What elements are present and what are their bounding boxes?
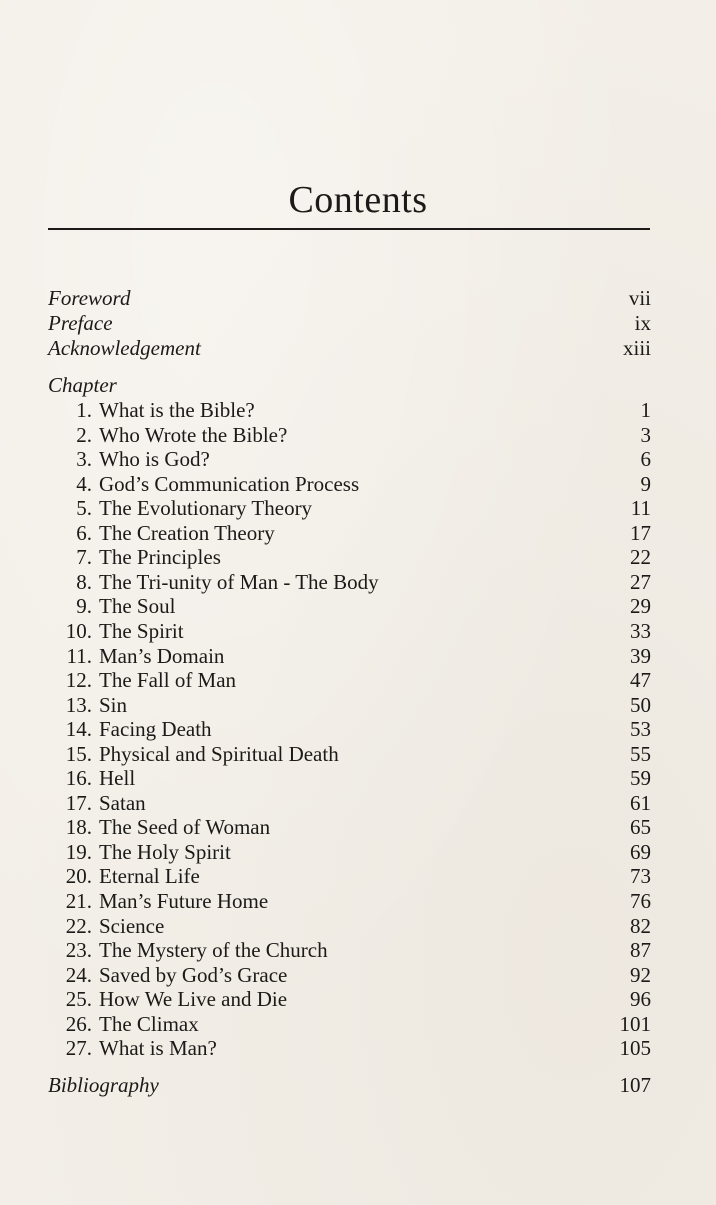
chapter-title: The Holy Spirit: [99, 839, 231, 864]
chapter-number: 26.: [65, 1011, 92, 1036]
chapter-number: 16.: [65, 766, 92, 791]
chapter-title: Who Wrote the Bible?: [99, 422, 288, 447]
chapter-title: The Climax: [99, 1011, 199, 1036]
chapter-title: Facing Death: [99, 717, 212, 742]
chapter-page-number: 55: [630, 741, 651, 766]
front-matter-page-number: vii: [628, 286, 651, 310]
chapter-row: [48, 791, 651, 816]
chapter-number: 7.: [76, 545, 92, 570]
chapter-number: 12.: [65, 668, 92, 693]
chapter-page-number: 92: [630, 962, 651, 987]
chapter-number: 3.: [76, 447, 92, 472]
chapter-number: 19.: [65, 839, 92, 864]
chapter-number: 4.: [76, 471, 92, 496]
chapter-title: What is Man?: [99, 1036, 217, 1061]
chapter-page-number: 101: [619, 1011, 651, 1036]
back-matter-label: Bibliography: [48, 1073, 159, 1097]
chapter-row: [48, 398, 651, 423]
chapter-number: 1.: [76, 398, 92, 422]
chapter-title: Saved by God’s Grace: [99, 962, 288, 987]
chapter-title: The Soul: [99, 594, 176, 619]
chapter-title: Hell: [99, 766, 136, 791]
chapter-page-number: 65: [630, 815, 651, 840]
chapter-title: The Principles: [99, 545, 221, 570]
front-matter-label: Foreword: [48, 286, 131, 310]
front-matter-page-number: xiii: [622, 336, 651, 360]
chapter-row: [48, 496, 651, 521]
chapter-number: 8.: [76, 569, 92, 594]
chapter-row: [48, 693, 651, 718]
chapter-row: [48, 423, 651, 448]
chapter-row: [48, 815, 651, 840]
chapter-page-number: 59: [630, 766, 651, 791]
chapter-row: [48, 644, 651, 669]
chapter-row: [48, 521, 651, 546]
chapter-row: [48, 619, 651, 644]
chapter-row: [48, 717, 651, 742]
chapter-page-number: 1: [640, 398, 651, 422]
chapter-number: 24.: [65, 962, 92, 987]
chapter-row: [48, 742, 651, 767]
chapter-title: Sin: [99, 692, 128, 717]
chapter-number: 14.: [65, 717, 92, 742]
chapter-row: [48, 1036, 651, 1061]
chapter-row: [48, 545, 651, 570]
chapter-heading: Chapter: [48, 373, 117, 397]
title-rule: [48, 228, 650, 230]
chapter-page-number: 9: [640, 471, 651, 496]
chapter-number: 6.: [76, 520, 92, 545]
chapter-page-number: 69: [630, 839, 651, 864]
front-matter-row: [48, 311, 651, 336]
chapter-row: [48, 594, 651, 619]
front-matter-label: Preface: [48, 311, 113, 335]
chapter-number: 25.: [65, 987, 92, 1012]
chapter-title: Man’s Future Home: [99, 889, 269, 913]
chapter-title: The Creation Theory: [99, 520, 275, 545]
chapter-page-number: 76: [630, 889, 651, 913]
chapter-title: The Seed of Woman: [99, 815, 271, 840]
chapter-title: What is the Bible?: [99, 398, 255, 422]
chapter-title: Man’s Domain: [99, 643, 225, 668]
chapter-row: [48, 864, 651, 889]
chapter-number: 11.: [66, 643, 92, 668]
chapter-page-number: 61: [630, 790, 651, 815]
chapter-title: The Evolutionary Theory: [99, 496, 313, 521]
chapter-number: 21.: [65, 889, 92, 913]
chapter-row: [48, 938, 651, 963]
chapter-number: 13.: [65, 692, 92, 717]
chapter-title: Science: [99, 913, 165, 938]
chapter-number: 9.: [76, 594, 92, 619]
chapter-row: [48, 570, 651, 595]
chapter-title: The Mystery of the Church: [99, 938, 328, 963]
chapter-number: 23.: [65, 938, 92, 963]
chapter-page-number: 11: [630, 496, 651, 521]
chapter-page-number: 27: [630, 569, 651, 594]
chapter-row: [48, 447, 651, 472]
chapter-number: 18.: [65, 815, 92, 840]
front-matter-page-number: ix: [634, 311, 651, 335]
chapter-row: [48, 668, 651, 693]
chapter-page-number: 22: [630, 545, 651, 570]
chapter-row: [48, 840, 651, 865]
chapter-row: [48, 963, 651, 988]
chapter-row: [48, 1012, 651, 1037]
chapter-number: 27.: [65, 1036, 92, 1061]
chapter-page-number: 47: [630, 668, 651, 693]
chapter-page-number: 39: [630, 643, 651, 668]
chapter-page-number: 6: [640, 447, 651, 472]
chapter-page-number: 33: [630, 618, 651, 643]
chapter-page-number: 82: [630, 913, 651, 938]
chapter-title: The Spirit: [99, 618, 184, 643]
back-matter-row: [48, 1073, 651, 1098]
chapter-page-number: 17: [630, 520, 651, 545]
chapter-page-number: 50: [630, 692, 651, 717]
front-matter-row: [48, 336, 651, 361]
chapter-number: 20.: [65, 864, 92, 889]
chapter-page-number: 3: [640, 422, 651, 447]
chapter-number: 5.: [76, 496, 92, 521]
chapter-page-number: 73: [630, 864, 651, 889]
chapter-title: Satan: [99, 790, 146, 815]
chapter-number: 10.: [65, 618, 92, 643]
chapter-row: [48, 987, 651, 1012]
chapter-number: 22.: [65, 913, 92, 938]
chapter-page-number: 87: [630, 938, 651, 963]
chapter-title: Eternal Life: [99, 864, 200, 889]
chapter-row: [48, 889, 651, 914]
chapter-title: How We Live and Die: [99, 987, 288, 1012]
chapter-number: 17.: [65, 790, 92, 815]
chapter-title: The Fall of Man: [99, 668, 237, 693]
chapter-title: God’s Communication Process: [99, 471, 360, 496]
back-matter-page-number: 107: [619, 1073, 651, 1097]
chapter-row: [48, 914, 651, 939]
front-matter-row: [48, 286, 651, 311]
chapter-title: Physical and Spiritual Death: [99, 741, 339, 766]
chapter-number: 15.: [65, 741, 92, 766]
chapter-row: [48, 766, 651, 791]
chapter-page-number: 53: [630, 717, 651, 742]
page-title: Contents: [288, 179, 428, 221]
chapter-page-number: 105: [619, 1036, 651, 1061]
chapter-page-number: 29: [630, 594, 651, 619]
chapter-number: 2.: [76, 422, 92, 447]
chapter-title: Who is God?: [99, 447, 210, 472]
chapter-title: The Tri-unity of Man - The Body: [99, 569, 379, 594]
front-matter-label: Acknowledgement: [48, 336, 201, 360]
chapter-page-number: 96: [630, 987, 651, 1012]
chapter-row: [48, 472, 651, 497]
